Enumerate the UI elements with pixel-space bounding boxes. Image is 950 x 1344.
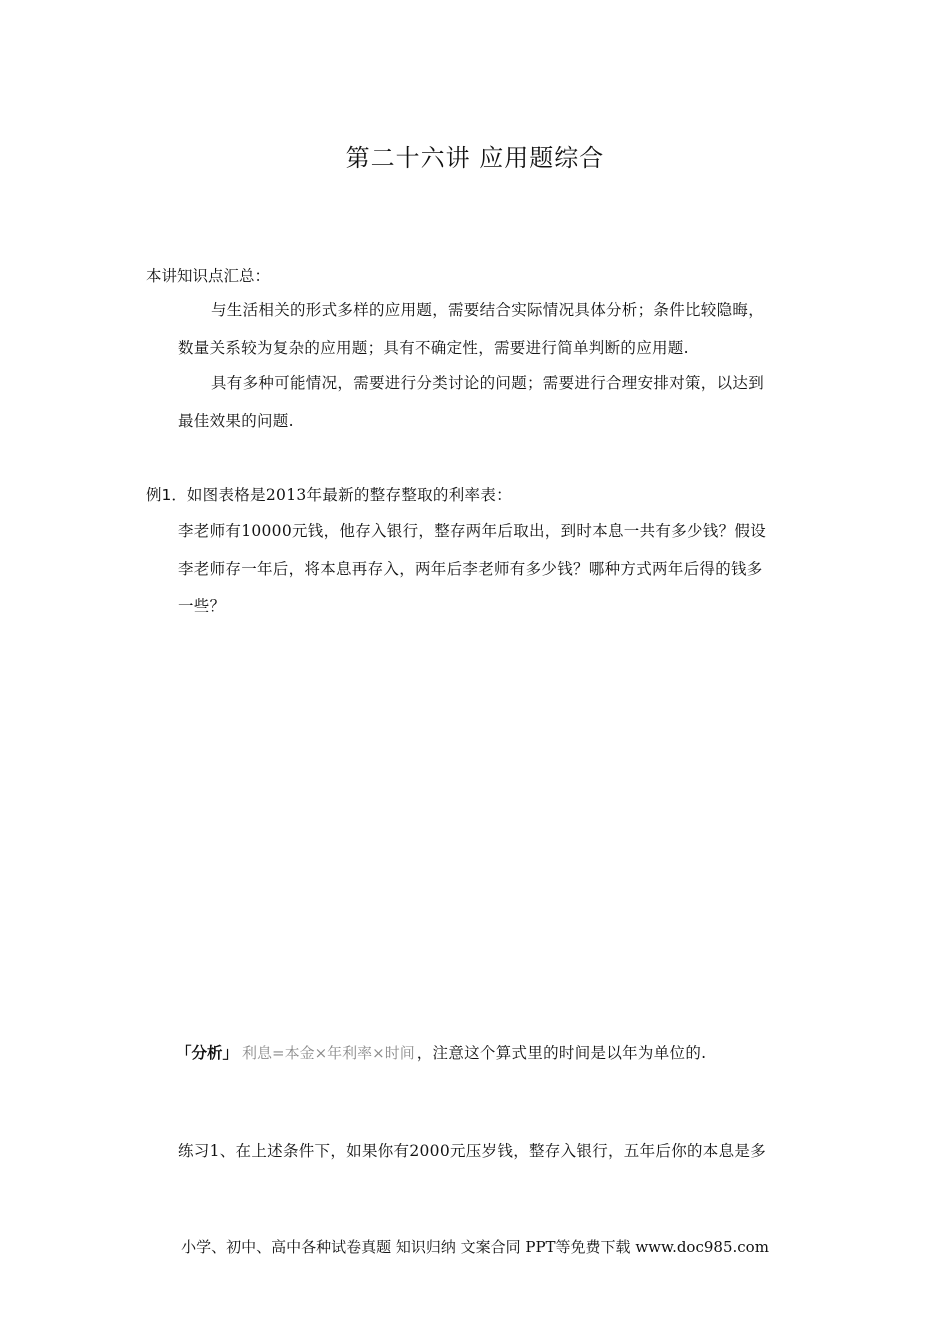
- practice-1-line: 练习1、在上述条件下，如果你有2000元压岁钱，整存入银行，五年后你的本息是多: [178, 1142, 767, 1160]
- analysis-text: ，注意这个算式里的时间是以年为单位的.: [416, 1044, 707, 1062]
- analysis-formula: 利息=本金×年利率×时间: [242, 1044, 415, 1062]
- summary-line-2: 数量关系较为复杂的应用题；具有不确定性，需要进行简单判断的应用题.: [178, 339, 689, 357]
- page-title: 第二十六讲 应用题综合: [345, 144, 605, 172]
- example-1-line-3: 一些？: [178, 597, 226, 615]
- summary-line-4: 最佳效果的问题.: [178, 412, 294, 430]
- analysis-label: 「分析」: [176, 1044, 239, 1062]
- summary-heading: 本讲知识点汇总：: [146, 267, 271, 285]
- example-1-line-2: 李老师存一年后，将本息再存入，两年后李老师有多少钱？哪种方式两年后得的钱多: [178, 560, 763, 578]
- example-1-line-1: 李老师有10000元钱，他存入银行，整存两年后取出，到时本息一共有多少钱？假设: [178, 522, 767, 540]
- page-footer: 小学、初中、高中各种试卷真题 知识归纳 文案合同 PPT等免费下载 www.doc985.com: [181, 1238, 769, 1256]
- summary-line-1: 与生活相关的形式多样的应用题，需要结合实际情况具体分析；条件比较隐晦，: [211, 301, 765, 319]
- analysis-line: [176, 1041, 706, 1063]
- example-1-header: [146, 483, 512, 505]
- example-1-label: 例1．: [146, 486, 187, 504]
- example-1-intro: 如图表格是2013年最新的整存整取的利率表：: [186, 486, 512, 504]
- summary-line-3: 具有多种可能情况，需要进行分类讨论的问题；需要进行合理安排对策，以达到: [211, 374, 765, 392]
